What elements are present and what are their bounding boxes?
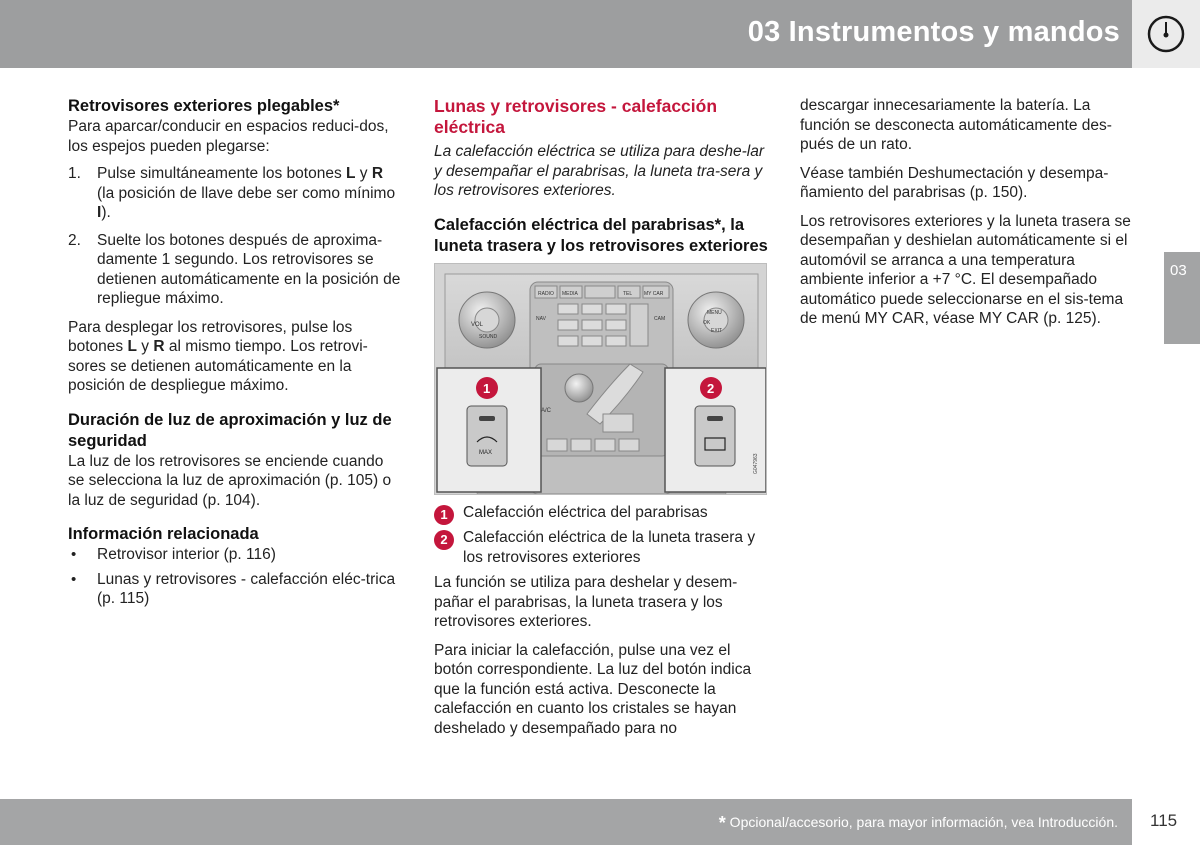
text: al mismo tiempo. Los retrovi-sores se detienen automáticamente en la posición de despliegue máximo.	[68, 338, 368, 394]
column-right	[800, 96, 1135, 338]
button-l-label: L	[127, 338, 137, 355]
tel-label: TEL	[623, 290, 633, 297]
caption-badge-2: 2	[434, 530, 454, 550]
rear-window-button-inset	[665, 368, 766, 492]
text: Para desplegar los retrovisores, pulse los botones	[68, 318, 353, 355]
key-position-label: I	[97, 204, 102, 221]
paragraph	[68, 318, 403, 396]
step-text: (la posición de llave debe ser como mínimo	[97, 184, 396, 202]
console-illustration	[435, 264, 767, 495]
ok-label: OK	[703, 319, 711, 326]
media-label: MEDIA	[562, 290, 578, 297]
caption-2	[434, 528, 769, 567]
windscreen-button-inset	[437, 368, 541, 492]
bullet: •	[71, 546, 77, 563]
step-number: 1.	[68, 165, 81, 182]
footnote	[719, 813, 1118, 834]
step-text: Suelte los botones después de aproxima-damente 1 segundo. Los retrovisores se detienen automáticamente en la posición de repliegue máximo.	[97, 231, 401, 307]
paragraph: La luz de los retrovisores se enciende cuando se selecciona la luz de aproximación (p. 105) o la luz de seguridad (p. 104).	[68, 452, 392, 509]
step-text: ).	[101, 204, 111, 221]
paragraph: descargar innecesariamente la batería. La función se desconecta automáticamente des-pués de un rato.	[800, 97, 1112, 153]
page-number-box	[1132, 799, 1200, 845]
steps-list	[68, 164, 403, 309]
chapter-side-tab[interactable]	[1164, 252, 1200, 344]
heading-folding-mirrors: Retrovisores exteriores plegables*	[68, 97, 340, 115]
list-item	[68, 164, 403, 223]
caption-text: Calefacción eléctrica de la luneta trasera y los retrovisores exteriores	[463, 529, 756, 566]
paragraph: La función se utiliza para deshelar y desem-pañar el parabrisas, la luneta trasera y los retrovisores exteriores.	[434, 574, 738, 630]
section-title: Lunas y retrovisores - calefacción eléctrica	[434, 96, 718, 137]
intro-paragraph: La calefacción eléctrica se utiliza para deshe-lar y desempañar el parabrisas, la luneta tra-sera y los retrovisores exteriores.	[434, 143, 764, 199]
cam-label: CAM	[654, 315, 666, 322]
related-links-list	[68, 545, 403, 609]
footnote-star: *	[718, 813, 726, 833]
step-text: y	[355, 165, 372, 182]
list-item	[68, 231, 403, 309]
text: y	[136, 338, 154, 355]
gauge-icon	[1146, 14, 1186, 54]
column-left	[68, 96, 403, 614]
chapter-icon-box	[1132, 0, 1200, 68]
button-r-label: R	[153, 338, 165, 355]
related-link[interactable]	[68, 570, 403, 609]
callout-1-label: 1	[483, 380, 491, 396]
heading-electric-heating: Calefacción eléctrica del parabrisas*, la luneta trasera y los retrovisores exteriores	[434, 215, 768, 255]
bullet: •	[71, 570, 77, 588]
chapter-tab-label: 03	[1170, 262, 1187, 279]
vol-label: VOL	[471, 321, 484, 328]
chapter-title: 03 Instrumentos y mandos	[747, 16, 1120, 48]
figure-code: G047963	[753, 452, 759, 474]
paragraph: Los retrovisores exteriores y la luneta trasera se desempañan y deshielan automáticamente si el automóvil se arranca a una temperatura ambiente inferior a +7 °C. El desempañado automático puede seleccionarse en el sis-tema de menú MY CAR, véase MY CAR (p. 125).	[800, 212, 1131, 327]
related-link[interactable]	[68, 545, 403, 565]
page-header	[0, 0, 1200, 68]
paragraph: Para iniciar la calefacción, pulse una vez el botón correspondiente. La luz del botón indica que la función está activa. Desconecte la calefacción en cuanto los cristales se hayan deshelado y desempañado para no	[434, 641, 752, 737]
step-text: Pulse simultáneamente los botones	[97, 165, 347, 182]
caption-badge-1: 1	[434, 505, 454, 525]
page-footer	[0, 799, 1132, 845]
caption-text: Calefacción eléctrica del parabrisas	[463, 503, 708, 521]
button-l-label: L	[346, 165, 356, 182]
paragraph: Para aparcar/conducir en espacios reduci-dos, los espejos pueden plegarse:	[68, 118, 389, 155]
radio-label: RADIO	[538, 290, 554, 297]
climate-controls	[535, 364, 668, 456]
nav-label: NAV	[536, 315, 546, 322]
exit-label: EXIT	[711, 327, 723, 334]
link-text[interactable]: Lunas y retrovisores - calefacción eléc-trica (p. 115)	[97, 570, 396, 607]
sound-label: SOUND	[479, 333, 498, 340]
footnote-text: Opcional/accesorio, para mayor información, vea Introducción.	[725, 814, 1118, 830]
ac-label: A/C	[541, 407, 552, 414]
callout-2-label: 2	[707, 380, 715, 396]
page-number: 115	[1150, 811, 1178, 830]
max-label: MAX	[479, 449, 493, 456]
column-middle	[434, 96, 769, 747]
heading-related-info: Información relacionada	[68, 525, 259, 543]
button-r-label: R	[371, 165, 384, 182]
step-number: 2.	[68, 231, 81, 249]
heading-approach-light: Duración de luz de aproximación y luz de seguridad	[68, 410, 392, 450]
center-console-figure	[434, 263, 767, 495]
mycar-label: MY CAR	[644, 290, 664, 297]
knob-right	[688, 292, 744, 348]
link-text[interactable]: Retrovisor interior (p. 116)	[97, 546, 276, 563]
menu-label: MENU	[707, 309, 722, 316]
caption-1	[434, 503, 769, 523]
paragraph-see-also: Véase también Deshumectación y desempa-ñamiento del parabrisas (p. 150).	[800, 164, 1109, 201]
